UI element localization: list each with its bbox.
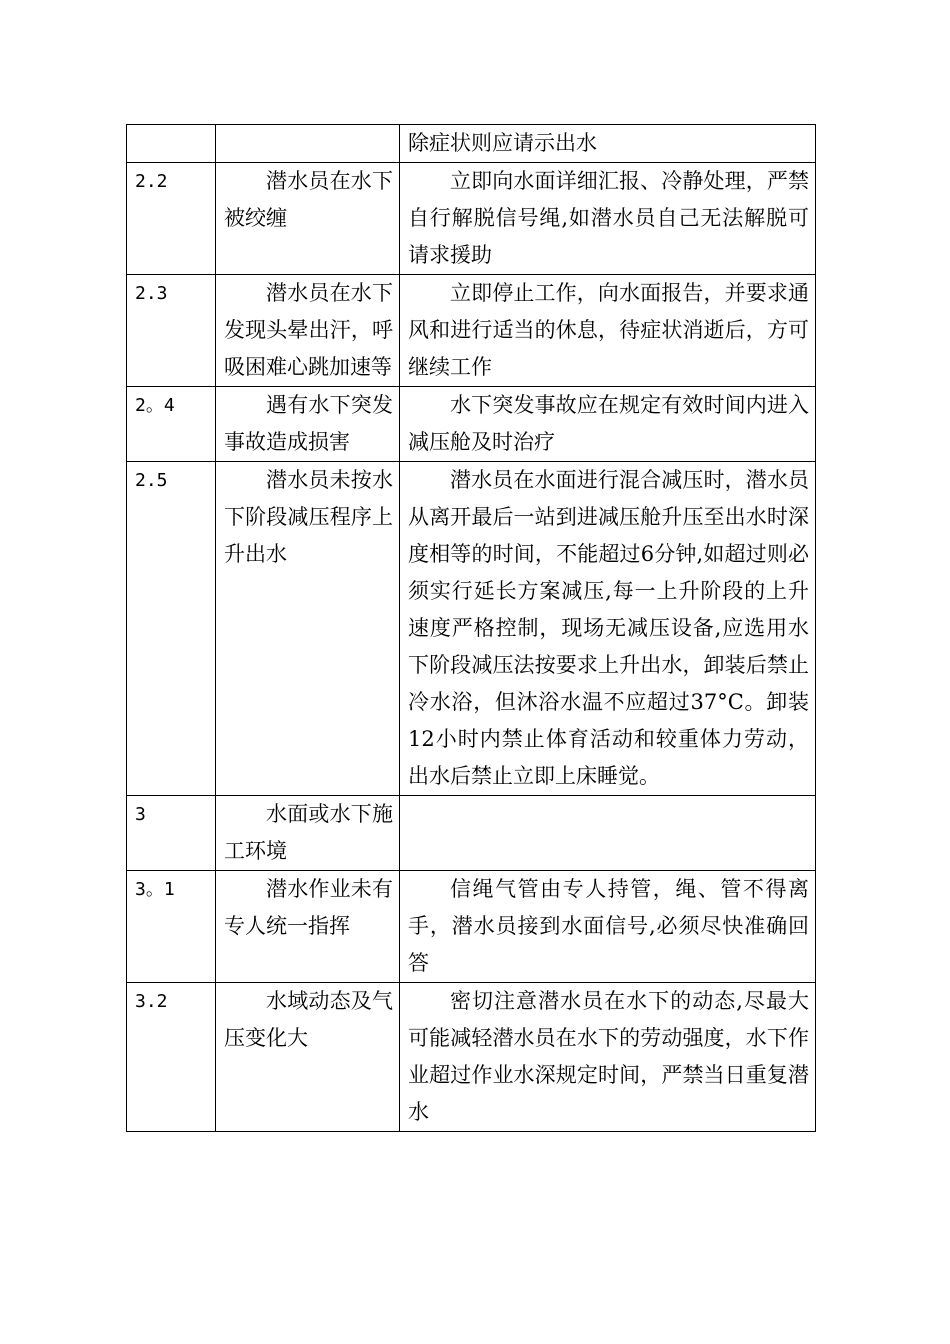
table-row (127, 462, 816, 796)
measure-cell: 密切注意潜水员在水下的动态,尽最大可能减轻潜水员在水下的劳动强度，水下作业超过作业水深规定时间，严禁当日重复潜水 (400, 983, 816, 1132)
row-number: 2.5 (127, 462, 216, 796)
table-row (127, 387, 816, 462)
row-number: 2.3 (127, 275, 216, 387)
table-row (127, 796, 816, 871)
row-number (127, 125, 216, 163)
hazard-cell: 水域动态及气压变化大 (216, 983, 400, 1132)
row-number: 2.2 (127, 163, 216, 275)
row-number: 3。1 (127, 871, 216, 983)
measure-cell (400, 796, 816, 871)
table-row (127, 125, 816, 163)
hazard-cell: 潜水员在水下发现头晕出汗，呼吸困难心跳加速等 (216, 275, 400, 387)
safety-measures-table (126, 124, 816, 1132)
hazard-cell: 遇有水下突发事故造成损害 (216, 387, 400, 462)
table-row (127, 163, 816, 275)
measure-cell: 潜水员在水面进行混合减压时，潜水员从离开最后一站到进减压舱升压至出水时深度相等的时间，不能超过6分钟,如超过则必须实行延长方案减压,每一上升阶段的上升速度严格控制，现场无减压设备,应选用水下阶段减压法按要求上升出水，卸装后禁止冷水浴，但沐浴水温不应超过37°C。卸装12小时内禁止体育活动和较重体力劳动，出水后禁止立即上床睡觉。 (400, 462, 816, 796)
table-row (127, 871, 816, 983)
measure-cell: 立即停止工作，向水面报告，并要求通风和进行适当的休息，待症状消逝后，方可继续工作 (400, 275, 816, 387)
hazard-cell: 水面或水下施工环境 (216, 796, 400, 871)
table-row (127, 275, 816, 387)
measure-cell: 立即向水面详细汇报、冷静处理，严禁自行解脱信号绳,如潜水员自己无法解脱可请求援助 (400, 163, 816, 275)
row-number: 3.2 (127, 983, 216, 1132)
table-row (127, 983, 816, 1132)
hazard-cell (216, 125, 400, 163)
row-number: 2。4 (127, 387, 216, 462)
measure-cell: 水下突发事故应在规定有效时间内进入减压舱及时治疗 (400, 387, 816, 462)
row-number: 3 (127, 796, 216, 871)
measure-cell: 除症状则应请示出水 (400, 125, 816, 163)
measure-cell: 信绳气管由专人持管，绳、管不得离手，潜水员接到水面信号,必须尽快准确回答 (400, 871, 816, 983)
hazard-cell: 潜水作业未有专人统一指挥 (216, 871, 400, 983)
hazard-cell: 潜水员在水下被绞缠 (216, 163, 400, 275)
hazard-cell: 潜水员未按水下阶段减压程序上升出水 (216, 462, 400, 796)
